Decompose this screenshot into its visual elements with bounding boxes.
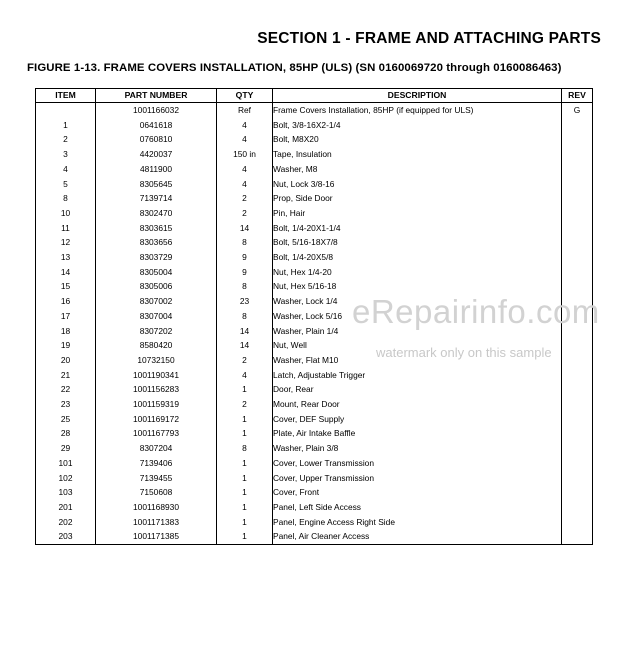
rev-cell [562, 338, 593, 353]
rev-cell [562, 132, 593, 147]
part-number-cell: 8580420 [96, 338, 217, 353]
qty-cell: 2 [217, 206, 273, 221]
qty-cell: 1 [217, 529, 273, 544]
qty-cell: 4 [217, 118, 273, 133]
part-number-cell: 8307002 [96, 294, 217, 309]
section-title: SECTION 1 - FRAME AND ATTACHING PARTS [257, 30, 601, 47]
description-cell: Nut, Hex 5/16-18 [273, 279, 562, 294]
table-row [36, 103, 593, 118]
qty-cell: 2 [217, 353, 273, 368]
part-number-cell: 7150608 [96, 485, 217, 500]
item-cell: 20 [36, 353, 96, 368]
table-row [36, 529, 593, 544]
part-number-cell: 0641618 [96, 118, 217, 133]
table-header-row [36, 89, 593, 103]
qty-cell: 8 [217, 235, 273, 250]
table-row [36, 177, 593, 192]
description-cell: Pin, Hair [273, 206, 562, 221]
table-row [36, 162, 593, 177]
description-cell: Nut, Lock 3/8-16 [273, 177, 562, 192]
part-number-cell: 8305004 [96, 265, 217, 280]
rev-cell [562, 265, 593, 280]
qty-cell: 1 [217, 382, 273, 397]
table-row [36, 382, 593, 397]
qty-cell: 4 [217, 162, 273, 177]
part-number-cell: 8307202 [96, 324, 217, 339]
description-cell: Door, Rear [273, 382, 562, 397]
part-number-cell: 8307204 [96, 441, 217, 456]
part-number-cell: 8305645 [96, 177, 217, 192]
part-number-cell: 8305006 [96, 279, 217, 294]
rev-cell: G [562, 103, 593, 118]
item-cell: 18 [36, 324, 96, 339]
qty-cell: 14 [217, 324, 273, 339]
part-number-cell: 4420037 [96, 147, 217, 162]
qty-cell: 8 [217, 279, 273, 294]
part-number-cell: 1001171385 [96, 529, 217, 544]
item-cell: 11 [36, 221, 96, 236]
qty-cell: 4 [217, 368, 273, 383]
rev-cell [562, 177, 593, 192]
qty-cell: 4 [217, 132, 273, 147]
description-cell: Cover, DEF Supply [273, 412, 562, 427]
qty-cell: 14 [217, 221, 273, 236]
item-cell: 3 [36, 147, 96, 162]
item-cell: 15 [36, 279, 96, 294]
table-row [36, 132, 593, 147]
column-header-qty: QTY [217, 89, 273, 103]
part-number-cell: 8302470 [96, 206, 217, 221]
qty-cell: 1 [217, 471, 273, 486]
column-header-rev: REV [562, 89, 593, 103]
item-cell: 14 [36, 265, 96, 280]
qty-cell: 9 [217, 265, 273, 280]
table-row [36, 441, 593, 456]
table-row [36, 250, 593, 265]
qty-cell: 8 [217, 309, 273, 324]
description-cell: Bolt, 3/8-16X2-1/4 [273, 118, 562, 133]
item-cell: 5 [36, 177, 96, 192]
column-header-part-number: PART NUMBER [96, 89, 217, 103]
description-cell: Washer, Flat M10 [273, 353, 562, 368]
item-cell: 16 [36, 294, 96, 309]
table-row [36, 485, 593, 500]
table-row [36, 118, 593, 133]
rev-cell [562, 426, 593, 441]
part-number-cell: 8307004 [96, 309, 217, 324]
item-cell: 201 [36, 500, 96, 515]
part-number-cell: 10732150 [96, 353, 217, 368]
item-cell: 2 [36, 132, 96, 147]
item-cell [36, 103, 96, 118]
item-cell: 25 [36, 412, 96, 427]
description-cell: Bolt, M8X20 [273, 132, 562, 147]
rev-cell [562, 515, 593, 530]
table-row [36, 147, 593, 162]
description-cell: Washer, Plain 1/4 [273, 324, 562, 339]
qty-cell: 23 [217, 294, 273, 309]
part-number-cell: 8303656 [96, 235, 217, 250]
description-cell: Cover, Upper Transmission [273, 471, 562, 486]
table-row [36, 206, 593, 221]
description-cell: Washer, Plain 3/8 [273, 441, 562, 456]
qty-cell: 9 [217, 250, 273, 265]
part-number-cell: 4811900 [96, 162, 217, 177]
item-cell: 23 [36, 397, 96, 412]
watermark-note: watermark only on this sample [376, 345, 552, 360]
part-number-cell: 8303729 [96, 250, 217, 265]
part-number-cell: 1001190341 [96, 368, 217, 383]
watermark-logo-text: eRepairinfo.com [352, 293, 600, 330]
qty-cell: 1 [217, 426, 273, 441]
item-cell: 22 [36, 382, 96, 397]
description-cell: Cover, Lower Transmission [273, 456, 562, 471]
item-cell: 28 [36, 426, 96, 441]
rev-cell [562, 441, 593, 456]
table-row [36, 426, 593, 441]
description-cell: Washer, Lock 5/16 [273, 309, 562, 324]
description-cell: Panel, Air Cleaner Access [273, 529, 562, 544]
qty-cell: 2 [217, 191, 273, 206]
item-cell: 1 [36, 118, 96, 133]
qty-cell: 1 [217, 485, 273, 500]
part-number-cell: 1001156283 [96, 382, 217, 397]
part-number-cell: 0760810 [96, 132, 217, 147]
column-header-description: DESCRIPTION [273, 89, 562, 103]
part-number-cell: 7139714 [96, 191, 217, 206]
rev-cell [562, 221, 593, 236]
rev-cell [562, 382, 593, 397]
qty-cell: 1 [217, 500, 273, 515]
item-cell: 102 [36, 471, 96, 486]
rev-cell [562, 250, 593, 265]
qty-cell: 8 [217, 441, 273, 456]
part-number-cell: 1001166032 [96, 103, 217, 118]
description-cell: Bolt, 1/4-20X1-1/4 [273, 221, 562, 236]
item-cell: 103 [36, 485, 96, 500]
item-cell: 13 [36, 250, 96, 265]
description-cell: Latch, Adjustable Trigger [273, 368, 562, 383]
part-number-cell: 1001168930 [96, 500, 217, 515]
table-row [36, 191, 593, 206]
part-number-cell: 1001171383 [96, 515, 217, 530]
table-row [36, 368, 593, 383]
part-number-cell: 7139406 [96, 456, 217, 471]
table-row [36, 412, 593, 427]
rev-cell [562, 191, 593, 206]
description-cell: Bolt, 1/4-20X5/8 [273, 250, 562, 265]
rev-cell [562, 456, 593, 471]
rev-cell [562, 206, 593, 221]
rev-cell [562, 500, 593, 515]
item-cell: 8 [36, 191, 96, 206]
item-cell: 203 [36, 529, 96, 544]
part-number-cell: 1001167793 [96, 426, 217, 441]
column-header-item: ITEM [36, 89, 96, 103]
rev-cell [562, 368, 593, 383]
description-cell: Washer, M8 [273, 162, 562, 177]
table-row [36, 265, 593, 280]
qty-cell: 150 in [217, 147, 273, 162]
qty-cell: 4 [217, 177, 273, 192]
description-cell: Panel, Engine Access Right Side [273, 515, 562, 530]
description-cell: Cover, Front [273, 485, 562, 500]
qty-cell: 1 [217, 456, 273, 471]
description-cell: Nut, Well [273, 338, 562, 353]
part-number-cell: 8303615 [96, 221, 217, 236]
description-cell: Prop, Side Door [273, 191, 562, 206]
table-row [36, 397, 593, 412]
rev-cell [562, 353, 593, 368]
item-cell: 21 [36, 368, 96, 383]
rev-cell [562, 118, 593, 133]
table-row [36, 235, 593, 250]
rev-cell [562, 235, 593, 250]
table-row [36, 500, 593, 515]
item-cell: 29 [36, 441, 96, 456]
part-number-cell: 1001159319 [96, 397, 217, 412]
table-row [36, 456, 593, 471]
description-cell: Nut, Hex 1/4-20 [273, 265, 562, 280]
qty-cell: 2 [217, 397, 273, 412]
rev-cell [562, 147, 593, 162]
description-cell: Plate, Air Intake Baffle [273, 426, 562, 441]
item-cell: 17 [36, 309, 96, 324]
table-row [36, 471, 593, 486]
item-cell: 10 [36, 206, 96, 221]
rev-cell [562, 162, 593, 177]
table-row [36, 221, 593, 236]
description-cell: Tape, Insulation [273, 147, 562, 162]
part-number-cell: 7139455 [96, 471, 217, 486]
table-row [36, 279, 593, 294]
figure-title: FIGURE 1-13. FRAME COVERS INSTALLATION, 85HP (ULS) (SN 0160069720 through 0160086463) [27, 62, 562, 74]
table-row [36, 515, 593, 530]
item-cell: 12 [36, 235, 96, 250]
rev-cell [562, 471, 593, 486]
rev-cell [562, 412, 593, 427]
item-cell: 202 [36, 515, 96, 530]
rev-cell [562, 397, 593, 412]
description-cell: Bolt, 5/16-18X7/8 [273, 235, 562, 250]
qty-cell: Ref [217, 103, 273, 118]
item-cell: 4 [36, 162, 96, 177]
item-cell: 101 [36, 456, 96, 471]
description-cell: Washer, Lock 1/4 [273, 294, 562, 309]
description-cell: Mount, Rear Door [273, 397, 562, 412]
item-cell: 19 [36, 338, 96, 353]
qty-cell: 1 [217, 515, 273, 530]
description-cell: Frame Covers Installation, 85HP (if equipped for ULS) [273, 103, 562, 118]
rev-cell [562, 529, 593, 544]
rev-cell [562, 485, 593, 500]
part-number-cell: 1001169172 [96, 412, 217, 427]
qty-cell: 14 [217, 338, 273, 353]
rev-cell [562, 279, 593, 294]
description-cell: Panel, Left Side Access [273, 500, 562, 515]
qty-cell: 1 [217, 412, 273, 427]
